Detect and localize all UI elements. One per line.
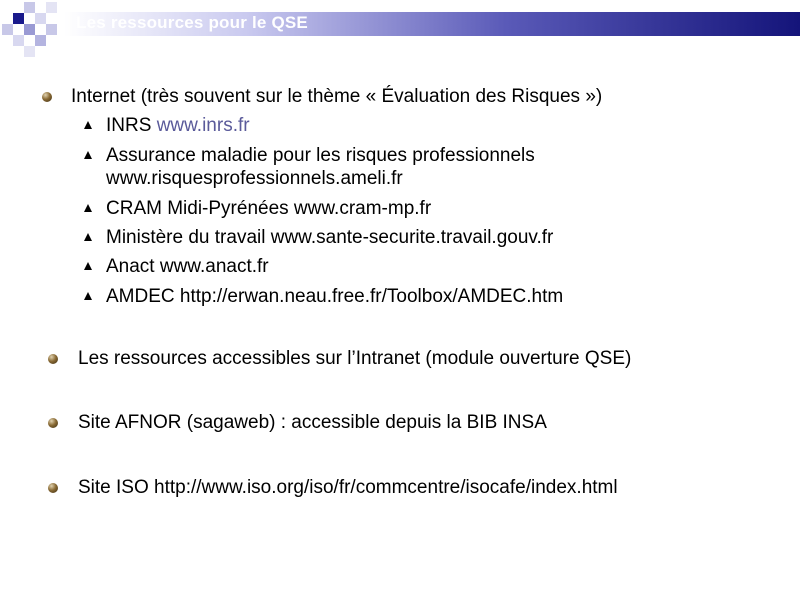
list-item-inrs: INRS www.inrs.fr <box>106 115 250 136</box>
resource-iso: Site ISO http://www.iso.org/iso/fr/commcentre/isocafe/index.html <box>78 477 618 498</box>
bullet-icon <box>48 483 58 493</box>
list-item-assurance: Assurance maladie pour les risques professionnels <box>106 145 535 166</box>
bullet-icon <box>48 354 58 364</box>
triangle-bullet-icon <box>84 121 92 129</box>
triangle-bullet-icon <box>84 151 92 159</box>
internet-heading: Internet (très souvent sur le thème « Évaluation des Risques ») <box>71 86 603 107</box>
bullet-icon <box>42 92 52 102</box>
triangle-bullet-icon <box>84 204 92 212</box>
triangle-bullet-icon <box>84 292 92 300</box>
list-item-assurance-url: www.risquesprofessionnels.ameli.fr <box>106 168 403 189</box>
triangle-bullet-icon <box>84 262 92 270</box>
list-item-anact: Anact www.anact.fr <box>106 256 269 277</box>
resource-afnor: Site AFNOR (sagaweb) : accessible depuis la BIB INSA <box>78 412 547 433</box>
list-item-ministere: Ministère du travail www.sante-securite.travail.gouv.fr <box>106 227 554 248</box>
list-item-cram: CRAM Midi-Pyrénées www.cram-mp.fr <box>106 198 432 219</box>
slide-title: Les ressources pour le QSE <box>76 13 308 32</box>
decorative-square-pattern <box>0 0 70 60</box>
triangle-bullet-icon <box>84 233 92 241</box>
list-item-amdec: AMDEC http://erwan.neau.free.fr/Toolbox/AMDEC.htm <box>106 286 564 307</box>
inrs-link[interactable]: www.inrs.fr <box>156 115 250 136</box>
resource-intranet: Les ressources accessibles sur l’Intranet (module ouverture QSE) <box>78 348 632 369</box>
bullet-icon <box>48 418 58 428</box>
